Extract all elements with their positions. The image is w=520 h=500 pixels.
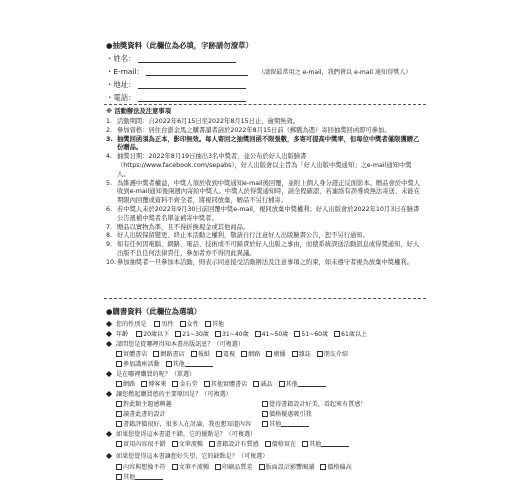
reason-label: 讓您燃起購買慾的主要原因是？（可複選）	[116, 391, 232, 398]
address-field[interactable]	[138, 80, 246, 89]
source-option[interactable]: 雜誌	[292, 349, 311, 358]
checkbox-icon[interactable]	[116, 401, 122, 407]
source-option[interactable]: 參加講座活動	[116, 359, 160, 368]
like-question	[106, 429, 256, 438]
bullet-icon	[106, 452, 112, 458]
other-input[interactable]	[135, 473, 163, 480]
gender-option-male[interactable]: 男性	[154, 319, 173, 328]
divider-top	[104, 104, 426, 105]
checkbox-icon[interactable]	[334, 331, 340, 337]
source-label: 請問您是從哪裡得知本書出版訊息？（可複選）	[116, 341, 244, 348]
other-input[interactable]	[185, 360, 213, 367]
checkbox-icon[interactable]	[116, 441, 122, 447]
checkbox-icon[interactable]	[262, 411, 268, 417]
rules-heading: ※ 活動辦法及注意事項	[106, 108, 171, 115]
checkbox-icon[interactable]	[172, 441, 178, 447]
buy-option-other[interactable]: 其他	[279, 379, 326, 388]
checkbox-icon[interactable]	[215, 331, 221, 337]
source-option[interactable]: 實體書店	[116, 349, 147, 358]
checkbox-icon[interactable]	[116, 361, 122, 367]
other-input[interactable]	[298, 380, 326, 387]
checkbox-icon[interactable]	[180, 321, 186, 327]
checkbox-icon[interactable]	[172, 464, 178, 470]
phone-field[interactable]	[138, 93, 246, 102]
checkbox-icon[interactable]	[216, 351, 222, 357]
checkbox-icon[interactable]	[116, 464, 122, 470]
dislike-option[interactable]: 內容與想像不符	[116, 462, 166, 471]
dislike-options-row1	[116, 462, 356, 471]
checkbox-icon[interactable]	[279, 381, 285, 387]
source-question	[106, 339, 244, 348]
age-option[interactable]: 21~30歲	[175, 329, 209, 338]
reason-option[interactable]: 書籍評價很好，很多人在討論，我也想知道內容	[116, 419, 256, 428]
checkbox-icon[interactable]	[262, 421, 268, 427]
dislike-option-other[interactable]: 其他	[116, 472, 163, 481]
checkbox-icon[interactable]	[302, 441, 308, 447]
age-option[interactable]: 41~50歲	[255, 329, 289, 338]
checkbox-icon[interactable]	[116, 351, 122, 357]
dislike-label: 如果您覺得這本書讓您好失望，它的缺點是？（可複選）	[116, 453, 269, 460]
bullet-icon	[106, 320, 112, 326]
source-option[interactable]: 報紙	[191, 349, 210, 358]
checkbox-icon[interactable]	[116, 474, 122, 480]
email-note: （請留最常用之 e-mail，我們會以 e-mail 通知得獎人）	[257, 69, 412, 76]
checkbox-icon[interactable]	[116, 381, 122, 387]
reason-option[interactable]: 價格優惠吸引我	[262, 409, 312, 418]
reason-option[interactable]: 覺得書籍設計好美，看起來有質感！	[262, 399, 367, 408]
age-label: 年齡	[116, 331, 129, 338]
phone-row	[106, 92, 246, 103]
email-field[interactable]	[146, 67, 248, 76]
rule-item: 3. 抽獎回函須為正本，影印無效。每人寄回之抽獎回函不限張數，多寄可提高中獎率，但每位中獎者僅限獲贈乙份贈品。	[106, 135, 420, 152]
like-option[interactable]: 文筆流暢	[172, 439, 203, 448]
source-option-other[interactable]: 其他	[166, 359, 213, 368]
dislike-question	[106, 451, 268, 460]
lottery-heading: ●抽獎資料（此欄位為必填，字跡請勿潦草）	[106, 41, 253, 50]
rule-item: 6. 若中獎人未於2022年9月30日前回覆中獎e-mail，視同放棄中獎權利；好人出版會於2022年10月3日在臉書公告遞補中獎者名單並補寄中獎者。	[106, 205, 420, 222]
checkbox-icon[interactable]	[153, 351, 159, 357]
source-option[interactable]: 朋友介紹	[317, 349, 348, 358]
source-option[interactable]: 網路書店	[153, 349, 184, 358]
checkbox-icon[interactable]	[116, 421, 122, 427]
buy-question	[106, 369, 195, 378]
source-options-row1	[116, 349, 352, 358]
gender-row	[106, 319, 228, 328]
checkbox-icon[interactable]	[253, 381, 259, 387]
like-option[interactable]: 書籍設計有質感	[209, 439, 259, 448]
email-label: ・E-mail：	[106, 67, 144, 76]
rule-item: 4. 抽獎日期：2022年8月19日抽出3名中獎者，並公布於好人出版臉書（https://www.facebook.com/sepabs），好人出版會以主旨為「好人出版中獎通知」之e-mail通知中獎人。	[106, 153, 412, 178]
dislike-option[interactable]: 文筆不流暢	[172, 462, 209, 471]
checkbox-icon[interactable]	[255, 331, 261, 337]
name-label: ・姓名：	[106, 54, 136, 63]
checkbox-icon[interactable]	[175, 331, 181, 337]
buy-option[interactable]: 誠品	[253, 379, 272, 388]
dislike-option[interactable]: 價格偏高	[320, 462, 351, 471]
reason-options-row2	[116, 409, 316, 418]
buy-label: 是在哪裡購買的呢？（單選）	[116, 371, 196, 378]
phone-label: ・電話：	[106, 93, 136, 102]
source-option[interactable]: 電視	[216, 349, 235, 358]
bullet-icon	[106, 370, 112, 376]
buy-options	[116, 379, 330, 388]
checkbox-icon[interactable]	[116, 411, 122, 417]
buy-option[interactable]: 博客來	[141, 379, 166, 388]
rule-item: 2. 參加資格：居住台澎金馬之購書讀者請於2022年8月15日前（郵戳為憑）寄回抽獎回函即可參加。	[106, 126, 391, 134]
checkbox-icon[interactable]	[136, 331, 142, 337]
source-option[interactable]: 廣播	[266, 349, 285, 358]
checkbox-icon[interactable]	[209, 441, 215, 447]
rule-item: 5. 為維護中獎者權益，中獎人須於收到中獎通知e-mail後回覆，並附上個人身分證正反面影本。贈品會於中獎人收到e-mail通知後兩週內寄給中獎人。中獎人於得獎通知時，請全程確認，若連絡有誤導致無法寄送、未能在期限內回覆或資料不齊全者，將視同放棄，贈品不另行補寄。	[106, 179, 420, 205]
like-option[interactable]: 價格實在	[265, 439, 296, 448]
checkbox-icon[interactable]	[166, 361, 172, 367]
gender-option-other[interactable]: 其他	[205, 319, 224, 328]
rule-item: 9. 如有任何因電腦、網路、電話、技術或不可歸責於好人出版之事由，而使系統誤送活動訊息或得獎通知，好人出版不負任何法律責任，參加者亦不得因此異議。	[106, 241, 420, 257]
source-option[interactable]: 網路	[241, 349, 260, 358]
age-option[interactable]: 20歲以下	[136, 329, 169, 338]
buy-option[interactable]: 其他實體書店	[204, 379, 248, 388]
reason-options-row1	[116, 399, 371, 408]
address-label: ・地址：	[106, 80, 136, 89]
other-input[interactable]	[321, 440, 349, 447]
checkbox-icon[interactable]	[172, 381, 178, 387]
checkbox-icon[interactable]	[320, 464, 326, 470]
checkbox-icon[interactable]	[205, 321, 211, 327]
email-row	[106, 66, 411, 77]
age-option[interactable]: 31~40歲	[215, 329, 249, 338]
dislike-option[interactable]: 印刷品質差	[215, 462, 252, 471]
name-row	[106, 53, 236, 64]
checkbox-icon[interactable]	[191, 351, 197, 357]
dislike-option[interactable]: 版面設計影響閱讀	[259, 462, 315, 471]
checkbox-icon[interactable]	[317, 351, 323, 357]
other-input[interactable]	[281, 420, 309, 427]
bullet-icon	[106, 330, 112, 336]
buy-option[interactable]: 金石堂	[172, 379, 197, 388]
gender-option-female[interactable]: 女性	[180, 319, 199, 328]
reason-option[interactable]: 讀書此書的設計	[116, 409, 256, 418]
checkbox-icon[interactable]	[266, 351, 272, 357]
checkbox-icon[interactable]	[204, 381, 210, 387]
like-label: 如果您覺得這本書還不錯，它的優點是？（可複選）	[116, 431, 257, 438]
dislike-options-row2	[116, 472, 167, 481]
name-field[interactable]	[138, 54, 236, 63]
like-option-other[interactable]: 其他	[302, 439, 349, 448]
rule-item: 7. 贈品以實物為準，且不得折換現金或其他商品。	[106, 223, 250, 231]
checkbox-icon[interactable]	[292, 351, 298, 357]
survey-heading: ●購書資料（此欄位為選填）	[106, 307, 202, 316]
bullet-icon	[106, 340, 112, 346]
bullet-icon	[106, 390, 112, 396]
checkbox-icon[interactable]	[262, 401, 268, 407]
checkbox-icon[interactable]	[154, 321, 160, 327]
like-option[interactable]: 實用內容很不錯	[116, 439, 166, 448]
reason-question	[106, 389, 232, 398]
checkbox-icon[interactable]	[259, 464, 265, 470]
rule-item: 1. 活動期間：自2022年6月15日至2022年8月15日止，逾期無效。	[106, 118, 300, 125]
address-row	[106, 79, 246, 90]
divider-bottom	[104, 298, 426, 299]
rule-item: 8. 好人出版保留變更、終止本活動之權利，敬請自行注意好人出版臉書公告，恕不另行通知。	[106, 232, 369, 240]
source-options-row2	[116, 359, 217, 368]
gender-label: 您的性別是	[116, 321, 147, 328]
age-option[interactable]: 61歲以上	[334, 329, 367, 338]
reason-options-row3	[116, 419, 313, 428]
checkbox-icon[interactable]	[215, 464, 221, 470]
bullet-icon	[106, 430, 112, 436]
checkbox-icon[interactable]	[241, 351, 247, 357]
buy-option[interactable]: 網路	[116, 379, 135, 388]
rule-item: 10. 參加抽獎者一旦參加本活動，則表示同意接受活動辦法及注意事項之約束，如未遵守者視為放棄中獎權利。	[106, 258, 413, 266]
reason-option-other[interactable]: 其他	[262, 419, 309, 428]
reason-option[interactable]: 對此類主題感興趣	[116, 399, 256, 408]
rules-list	[106, 118, 422, 268]
checkbox-icon[interactable]	[141, 381, 147, 387]
like-options	[116, 439, 353, 448]
age-option[interactable]: 51~60歲	[294, 329, 328, 338]
checkbox-icon[interactable]	[265, 441, 271, 447]
age-row	[106, 329, 371, 338]
checkbox-icon[interactable]	[294, 331, 300, 337]
